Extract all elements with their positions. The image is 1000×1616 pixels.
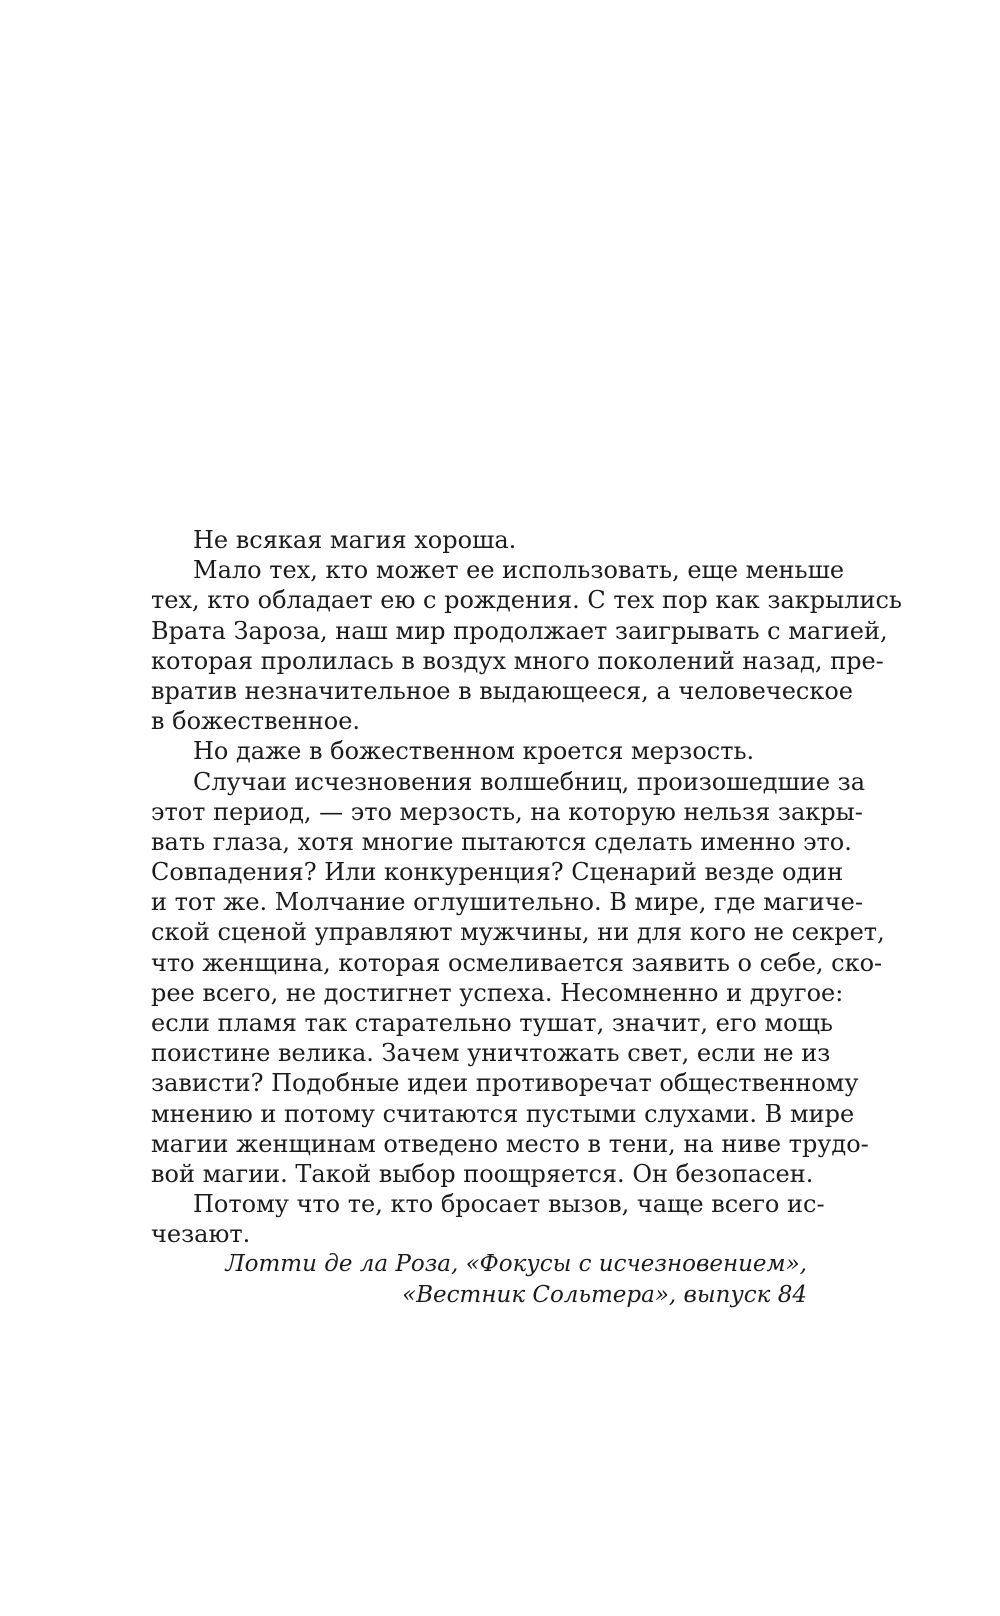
epigraph-line: Мало тех, кто может ее использовать, еще меньше: [193, 556, 845, 585]
epigraph-line: вой магии. Такой выбор поощряется. Он безопасен.: [151, 1159, 814, 1188]
epigraph-attribution: [225, 1249, 807, 1310]
epigraph-line: Не всякая магия хороша.: [193, 526, 517, 554]
epigraph-line: которая пролилась в воздух много поколений назад, пре-: [151, 646, 884, 675]
attribution-line-author: Лотти де ла Роза, «Фокусы с исчезновением»,: [225, 1251, 807, 1277]
epigraph-line: мнению и потому считаются пустыми слухами. В мире: [151, 1099, 855, 1128]
epigraph-line: Случаи исчезновения волшебниц, произошедшие за: [193, 767, 866, 796]
epigraph-line: чезают.: [151, 1220, 251, 1249]
epigraph-line: Потому что те, кто бросает вызов, чаще всего ис-: [193, 1190, 825, 1219]
epigraph-line: в божественное.: [151, 707, 361, 736]
epigraph-line: рее всего, не достигнет успеха. Несомненно и другое:: [151, 978, 844, 1007]
attribution-line-source: «Вестник Сольтера», выпуск 84: [402, 1281, 807, 1308]
epigraph-line: магии женщинам отведено место в тени, на ниве трудо-: [151, 1129, 869, 1158]
epigraph-text: [151, 525, 902, 1250]
epigraph-line: Совпадения? Или конкуренция? Сценарий везде один: [151, 858, 844, 887]
epigraph-line: этот период, — это мерзость, на которую нельзя закры-: [151, 797, 863, 826]
epigraph-line: Врата Зароза, наш мир продолжает заигрывать с магией,: [151, 616, 888, 645]
epigraph-line: и тот же. Молчание оглушительно. В мире, где магиче-: [151, 888, 863, 917]
epigraph-line: что женщина, которая осмеливается заявить о себе, ско-: [151, 948, 883, 977]
epigraph-line: ской сценой управляют мужчины, ни для кого не секрет,: [151, 918, 885, 947]
epigraph-line: вать глаза, хотя многие пытаются сделать именно это.: [151, 827, 852, 856]
epigraph-line: Но даже в божественном кроется мерзость.: [193, 737, 755, 766]
epigraph-line: если пламя так старательно тушат, значит, его мощь: [151, 1009, 833, 1037]
epigraph-line: зависти? Подобные идеи противоречат общественному: [151, 1069, 859, 1098]
epigraph-line: поистине велика. Зачем уничтожать свет, если не из: [151, 1039, 831, 1068]
epigraph-line: вратив незначительное в выдающееся, а человеческое: [151, 676, 853, 705]
epigraph-line: тех, кто обладает ею с рождения. С тех пор как закрылись: [151, 586, 902, 615]
